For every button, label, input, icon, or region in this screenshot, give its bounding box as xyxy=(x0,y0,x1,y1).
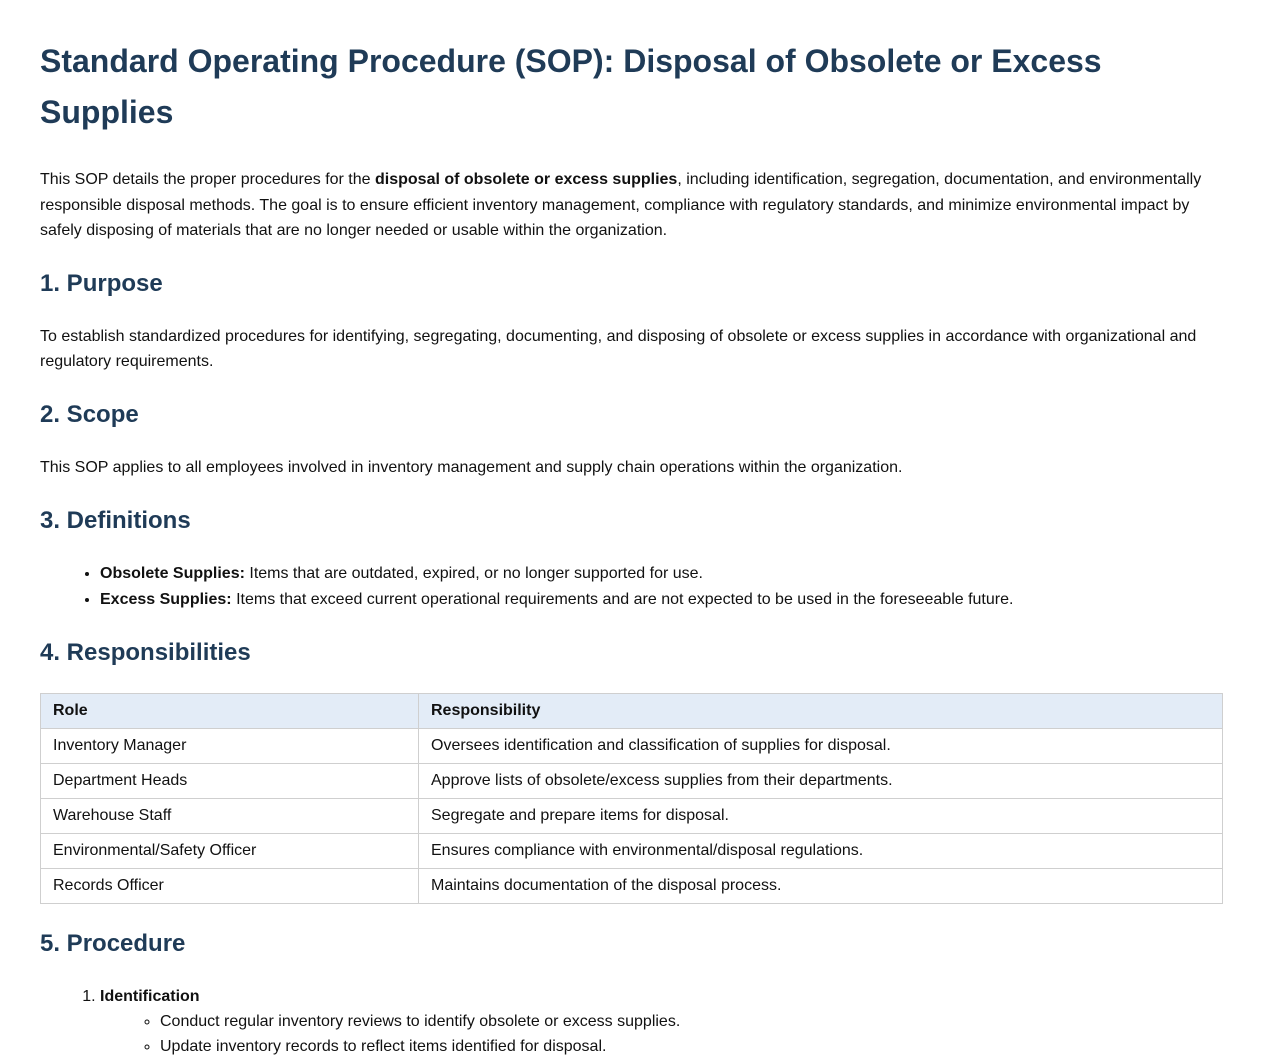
procedure-step-title: Identification xyxy=(100,987,200,1005)
table-row xyxy=(41,868,1223,903)
page-title: Standard Operating Procedure (SOP): Disposal of Obsolete or Excess Supplies xyxy=(40,43,1102,130)
table-header-row xyxy=(41,693,1223,728)
intro-text-bold: disposal of obsolete or excess supplies xyxy=(375,171,678,188)
scope-heading: 2. Scope xyxy=(40,400,139,428)
intro-text-before: This SOP details the proper procedures for the xyxy=(40,171,375,188)
list-item: ◦ Update inventory records to reflect items identified for disposal. xyxy=(160,1034,1223,1059)
role-cell: Records Officer xyxy=(41,868,419,903)
table-row xyxy=(41,833,1223,868)
definition-text: Items that exceed current operational requirements and are not expected to be used in the foreseeable future. xyxy=(231,590,1014,608)
list-item: ◦ Conduct regular inventory reviews to identify obsolete or excess supplies. xyxy=(160,1009,1223,1034)
definitions-list xyxy=(40,561,1223,613)
purpose-heading: 1. Purpose xyxy=(40,269,163,297)
purpose-text: To establish standardized procedures for identifying, segregating, documenting, and disposing of obsolete or excess supplies in accordance with organizational and regulatory requirements. xyxy=(40,327,1197,371)
responsibility-cell: Maintains documentation of the disposal process. xyxy=(419,868,1223,903)
intro-text-after: , including identification, segregation, documentation, and environmentally responsible disposal methods. The goal is to ensure efficient inventory management, compliance with regulatory standards, and minimize environmental impact by safely disposing of materials that are no longer needed or usable within the organization. xyxy=(40,171,1202,240)
responsibilities-heading: 4. Responsibilities xyxy=(40,638,251,666)
intro-paragraph xyxy=(40,167,1223,244)
role-cell: Inventory Manager xyxy=(41,728,419,763)
table-row xyxy=(41,763,1223,798)
definition-item xyxy=(100,561,1223,587)
column-header-responsibility: Responsibility xyxy=(419,693,1223,728)
responsibility-cell: Oversees identification and classification of supplies for disposal. xyxy=(419,728,1223,763)
definition-term: Excess Supplies: xyxy=(100,590,232,608)
procedure-steps xyxy=(40,984,1223,1059)
definition-text: Items that are outdated, expired, or no longer supported for use. xyxy=(244,564,703,582)
definition-item xyxy=(100,587,1223,613)
scope-text: This SOP applies to all employees involved in inventory management and supply chain operations within the organization. xyxy=(40,458,903,476)
table-row xyxy=(41,798,1223,833)
role-cell: Warehouse Staff xyxy=(41,798,419,833)
definition-term: Obsolete Supplies: xyxy=(100,564,245,582)
table-row xyxy=(41,728,1223,763)
responsibility-cell: Ensures compliance with environmental/disposal regulations. xyxy=(419,833,1223,868)
column-header-role: Role xyxy=(41,693,419,728)
procedure-substeps xyxy=(100,1009,1223,1059)
procedure-step xyxy=(100,984,1223,1059)
responsibility-cell: Approve lists of obsolete/excess supplies from their departments. xyxy=(419,763,1223,798)
role-cell: Department Heads xyxy=(41,763,419,798)
definitions-heading: 3. Definitions xyxy=(40,506,191,534)
role-cell: Environmental/Safety Officer xyxy=(41,833,419,868)
procedure-heading: 5. Procedure xyxy=(40,929,186,957)
responsibilities-table xyxy=(40,693,1223,904)
responsibility-cell: Segregate and prepare items for disposal. xyxy=(419,798,1223,833)
